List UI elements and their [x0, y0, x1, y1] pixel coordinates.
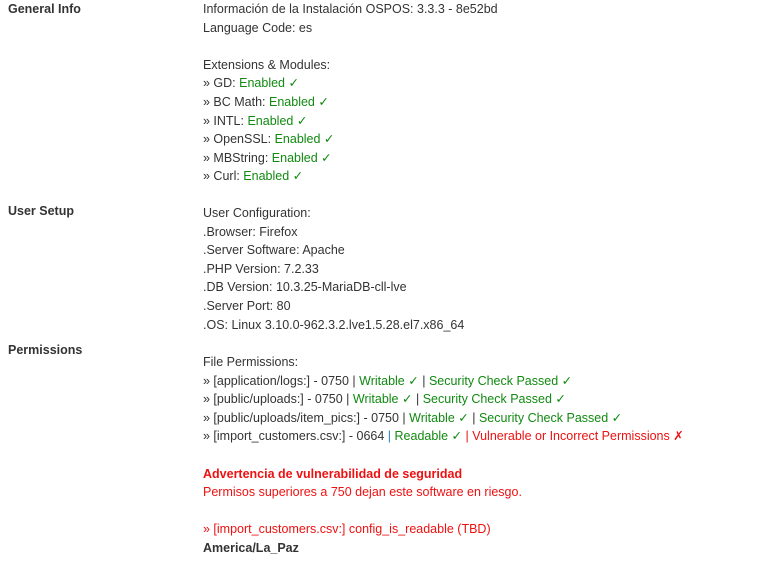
config-item: .OS: Linux 3.10.0-962.3.2.lve1.5.28.el7.x86_64 [203, 317, 465, 332]
module-status: Enabled ✓ [269, 94, 329, 109]
config-item: .Server Software: Apache [203, 243, 345, 258]
module-item: » INTL: Enabled ✓ [203, 113, 308, 128]
file-permission-row: » [public/uploads/item_pics:] - 0750 | Writable ✓ | Security Check Passed ✓ [203, 410, 623, 425]
config-item: .Browser: Firefox [203, 224, 298, 239]
file-permission-row: » [import_customers.csv:] - 0664 | Readable ✓ | Vulnerable or Incorrect Permissions ✗ [203, 429, 684, 444]
module-status: Enabled ✓ [247, 113, 308, 128]
timezone: America/La_Paz [203, 540, 299, 555]
language-code: Language Code: es [203, 20, 313, 35]
config-readable-note: » [import_customers.csv:] config_is_readable (TBD) [203, 522, 491, 537]
install-info: Información de la Instalación OSPOS: 3.3.3 - 8e52bd [203, 2, 498, 16]
module-item: » OpenSSL: Enabled ✓ [203, 132, 335, 147]
file-permissions-title: File Permissions: [203, 355, 299, 369]
config-item: .Server Port: 80 [203, 298, 291, 313]
user-config-title: User Configuration: [203, 206, 311, 220]
module-status: Enabled ✓ [271, 150, 332, 165]
extensions-title: Extensions & Modules: [203, 57, 331, 72]
security-warning-text: Permisos superiores a 750 dejan este software en riesgo. [203, 485, 522, 500]
user-setup-label: User Setup [8, 204, 74, 218]
config-item: .PHP Version: 7.2.33 [203, 261, 319, 276]
module-item: » MBString: Enabled ✓ [203, 150, 332, 165]
module-item: » Curl: Enabled ✓ [203, 169, 304, 184]
permissions-content [203, 353, 684, 558]
permissions-label: Permissions [8, 343, 83, 357]
user-setup-content [203, 204, 464, 334]
config-item: .DB Version: 10.3.25-MariaDB-cll-lve [203, 280, 407, 295]
security-warning-title: Advertencia de vulnerabilidad de seguridad [203, 466, 463, 481]
module-status: Enabled ✓ [243, 169, 304, 184]
general-info-label: General Info [8, 2, 81, 16]
module-item: » GD: Enabled ✓ [203, 76, 299, 91]
module-status: Enabled ✓ [274, 132, 335, 147]
general-info-content [203, 0, 498, 186]
file-permission-row: » [public/uploads:] - 0750 | Writable ✓ | Security Check Passed ✓ [203, 392, 566, 407]
module-status: Enabled ✓ [239, 76, 299, 91]
file-permission-row: » [application/logs:] - 0750 | Writable ✓ | Security Check Passed ✓ [203, 373, 573, 388]
module-item: » BC Math: Enabled ✓ [203, 94, 329, 109]
